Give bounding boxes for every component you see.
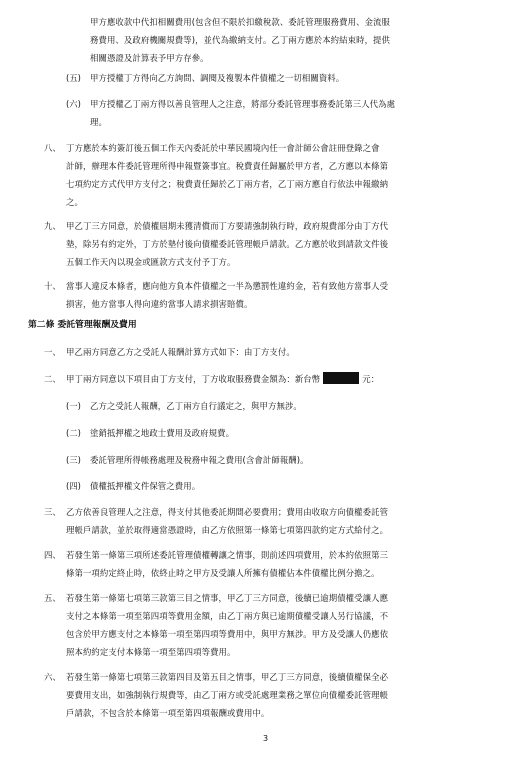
item-5-line-1: 甲方授權丁方得向乙方詢問、調閱及複製本件債權之一切相關資料。 bbox=[90, 73, 345, 83]
sub-item-1-number: (一) bbox=[66, 401, 81, 411]
item-6-line-1: 甲方授權乙丁兩方得以善良管理人之注意，將部分委託管理事務委託第三人代為處 bbox=[90, 99, 396, 109]
item-5-number: (五) bbox=[66, 73, 81, 83]
continuation-line-1: 甲方應收款中代扣相關費用(包含但不限於扣繳稅款、委託管理服務費用、金流服 bbox=[90, 17, 390, 27]
s2-item-6-number: 六、 bbox=[44, 672, 61, 682]
clause-9-number: 九、 bbox=[44, 221, 61, 231]
s2-item-2-text-after: 元： bbox=[362, 374, 380, 384]
clause-9-line-3: 五個工作天內以現金或匯款方式支付予丁方。 bbox=[66, 257, 236, 267]
s2-item-6-line-3: 戶請款，不包含於本條第一項至第四項報酬或費用中。 bbox=[66, 708, 270, 718]
s2-item-5-line-3: 包含於甲方應支付之本條第一項至第四項等費用中，與甲方無涉。甲方及受讓人仍應依 bbox=[66, 629, 389, 639]
item-6-line-2: 理。 bbox=[90, 117, 107, 127]
clause-9-line-2: 墊，除另有約定外，丁方於墊付後向債權委託管理帳戶請款。乙方應於收到請款文件後 bbox=[66, 239, 389, 249]
clause-10-line-1: 當事人違反本條者，應向他方負本件債權之一半為懲罰性違約金，若有致他方當事人受 bbox=[66, 281, 389, 291]
clause-9-line-1: 甲乙丁三方同意，於債權屆期未獲清償而丁方要請強制執行時，政府規費部分由丁方代 bbox=[66, 221, 389, 231]
clause-10-number: 十、 bbox=[44, 281, 61, 291]
s2-item-3-line-1: 乙方依善良管理人之注意，得支付其他委託期間必要費用；費用由收取方向債權委託管 bbox=[66, 507, 389, 517]
clause-8-line-4: 之。 bbox=[66, 197, 83, 207]
clause-10-line-2: 損害，他方當事人得向違約當事人請求損害賠償。 bbox=[66, 299, 253, 309]
s2-item-1-line-1: 甲乙兩方同意乙方之受託人報酬計算方式如下：由丁方支付。 bbox=[66, 347, 295, 357]
continuation-line-2: 務費用、及政府機關規費等)，並代為繳納支付。乙丁兩方應於本約結束時，提供 bbox=[90, 35, 390, 45]
s2-item-2-text-before: 甲丁兩方同意以下項目由丁方支付，丁方收取服務費金額為：新台幣 bbox=[66, 374, 321, 384]
page-number: 3 bbox=[262, 734, 269, 743]
clause-8-line-2: 計師，辦理本件委託管理所得申報暨簽事宜。稅費責任歸屬於甲方者，乙方應以本條第 bbox=[66, 161, 389, 171]
sub-item-4-text: 債權抵押權文件保管之費用。 bbox=[90, 481, 201, 491]
section-heading: 第二條 委託管理報酬及費用 bbox=[28, 320, 137, 330]
s2-item-3-number: 三、 bbox=[44, 507, 61, 517]
sub-item-3-text: 委託管理所得帳務處理及稅務申報之費用(含會計師報酬)。 bbox=[90, 455, 309, 465]
s2-item-4-line-2: 條第一項約定終止時，依終止時之甲方及受讓人所擁有債權佔本件債權比例分擔之。 bbox=[66, 568, 380, 578]
redacted-amount bbox=[323, 372, 359, 384]
s2-item-4-line-1: 若發生第一條第三項所述委託管理債權轉讓之情事，則前述四項費用，於本約依照第三 bbox=[66, 550, 389, 560]
item-6-number: (六) bbox=[66, 99, 81, 109]
s2-item-6-line-2: 要費用支出，如強制執行規費等，由乙丁兩方或受託處理業務之單位向債權委託管理帳 bbox=[66, 690, 389, 700]
s2-item-5-line-1: 若發生第一條第七項第三款第三目之情事，甲乙丁三方同意，後續已逾期債權受讓人應 bbox=[66, 593, 389, 603]
clause-8-number: 八、 bbox=[44, 143, 61, 153]
s2-item-5-number: 五、 bbox=[44, 593, 61, 603]
sub-item-2-number: (二) bbox=[66, 428, 81, 438]
s2-item-2-line bbox=[66, 370, 379, 389]
sub-item-4-number: (四) bbox=[66, 481, 81, 491]
s2-item-1-number: 一、 bbox=[44, 347, 61, 357]
s2-item-4-number: 四、 bbox=[44, 550, 61, 560]
s2-item-5-line-2: 支付之本條第一項至第四項等費用金額，由乙丁兩方與已逾期債權受讓人另行協議，不 bbox=[66, 611, 389, 621]
s2-item-2-number: 二、 bbox=[44, 374, 61, 384]
clause-8-line-3: 七項約定方式代甲方支付之；稅費責任歸於乙丁兩方者，乙丁兩方應自行依法申報繳納 bbox=[66, 179, 389, 189]
sub-item-1-text: 乙方之受託人報酬，乙丁兩方自行議定之，與甲方無涉。 bbox=[90, 401, 302, 411]
sub-item-3-number: (三) bbox=[66, 455, 81, 465]
s2-item-5-line-4: 照本約約定支付本條第一項至第四項等費用。 bbox=[66, 647, 236, 657]
sub-item-2-text: 塗銷抵押權之地政士費用及政府規費。 bbox=[90, 428, 235, 438]
s2-item-6-line-1: 若發生第一條第七項第三款第四目及第五目之情事，甲乙丁三方同意，後續債權保全必 bbox=[66, 672, 389, 682]
continuation-line-3: 相關憑證及計算表予甲方存參。 bbox=[90, 53, 209, 63]
s2-item-3-line-2: 理帳戶請款，並於取得適當憑證時，由乙方依照第一條第七項第四款約定方式給付之。 bbox=[66, 525, 389, 535]
clause-8-line-1: 丁方應於本約簽訂後五個工作天內委託於中華民國境內任一會計師公會註冊登錄之會 bbox=[66, 143, 380, 153]
